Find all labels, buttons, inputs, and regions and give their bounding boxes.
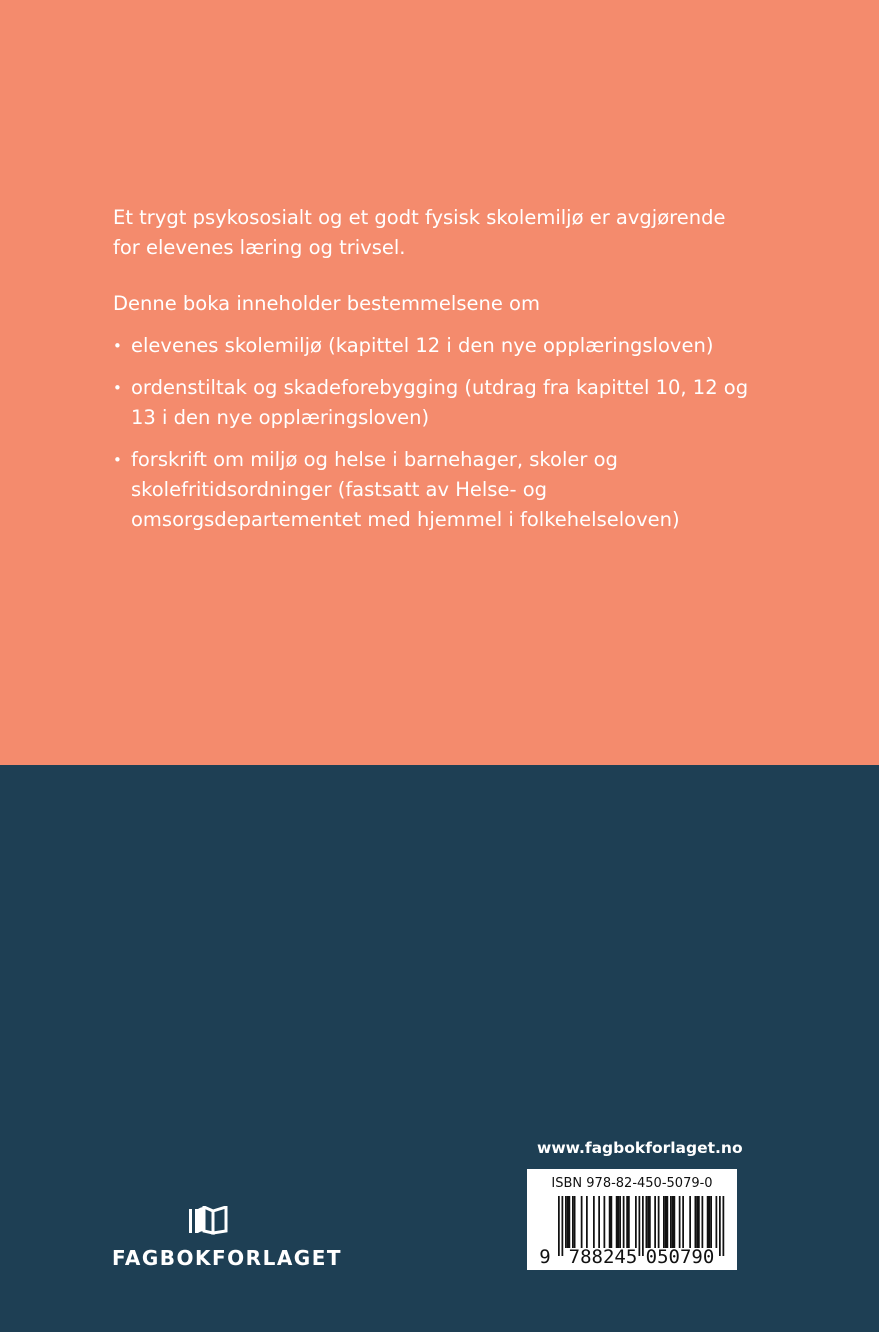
barcode-left-digits: 788245 — [568, 1246, 638, 1268]
barcode-bar — [682, 1196, 684, 1248]
barcode-guard-bar — [558, 1196, 560, 1256]
blurb — [113, 203, 753, 547]
barcode-bar — [626, 1196, 628, 1248]
barcode-graphic — [527, 1169, 737, 1270]
barcode-bar — [635, 1196, 637, 1248]
barcode-bar — [604, 1196, 606, 1248]
blurb-list-intro: Denne boka inneholder bestemmelsene om — [113, 292, 540, 315]
barcode-bar — [609, 1196, 611, 1248]
barcode-bar — [623, 1196, 625, 1248]
barcode-bar — [647, 1196, 649, 1248]
barcode-bar — [628, 1196, 630, 1248]
barcode-bar — [572, 1196, 574, 1248]
barcode-bar — [679, 1196, 681, 1248]
barcode-guard-bar — [723, 1196, 725, 1256]
barcode-guard-bar — [719, 1196, 721, 1256]
list-item: • elevenes skolemiljø (kapittel 12 i den nye opplæringsloven) — [113, 331, 753, 361]
barcode-bar — [619, 1196, 621, 1248]
barcode-bar — [689, 1196, 691, 1248]
barcode-bar — [707, 1196, 709, 1248]
barcode-guard-bar — [642, 1196, 644, 1256]
open-book-icon — [188, 1206, 230, 1236]
barcode-bar — [569, 1196, 571, 1248]
barcode-bar — [665, 1196, 667, 1248]
barcode-first-digit: 9 — [539, 1246, 551, 1268]
barcode-guard-bar — [639, 1196, 641, 1256]
barcode-bar — [696, 1196, 698, 1248]
barcode-bar — [646, 1196, 648, 1248]
barcode-bar — [654, 1196, 656, 1248]
barcode-right-digits: 050790 — [645, 1246, 715, 1268]
barcode-bar — [663, 1196, 665, 1248]
list-item: • forskrift om miljø og helse i barnehager, skoler og skolefritidsordninger (fastsatt av Helse- og omsorgsdepartementet med hjemmel i folkehelseloven) — [113, 445, 753, 535]
barcode-bar — [674, 1196, 676, 1248]
barcode-bar — [567, 1196, 569, 1248]
publisher-website: www.fagbokforlaget.no — [537, 1139, 743, 1157]
barcode-bar — [702, 1196, 704, 1248]
barcode-bar — [598, 1196, 600, 1248]
barcode-bar — [649, 1196, 651, 1248]
barcode-bar — [616, 1196, 618, 1248]
barcode-bar — [667, 1196, 669, 1248]
barcode-bar — [565, 1196, 567, 1248]
barcode-bar — [574, 1196, 576, 1248]
barcode-bar — [586, 1196, 588, 1248]
barcode-bar — [716, 1196, 718, 1248]
barcode-guard-bar — [562, 1196, 564, 1256]
barcode-bar — [670, 1196, 672, 1248]
barcode-bar — [698, 1196, 700, 1248]
barcode-bar — [709, 1196, 711, 1248]
list-item: • ordenstiltak og skadeforebygging (utdrag fra kapittel 10, 12 og 13 i den nye opplæringsloven) — [113, 373, 753, 433]
barcode-bar — [695, 1196, 697, 1248]
blurb-list — [113, 331, 753, 535]
barcode-bar — [618, 1196, 620, 1248]
barcode-bar — [658, 1196, 660, 1248]
barcode-bar — [593, 1196, 595, 1248]
isbn-barcode — [527, 1169, 737, 1270]
publisher-name: FAGBOKFORLAGET — [112, 1246, 343, 1270]
isbn-label: ISBN 978-82-450-5079-0 — [551, 1176, 713, 1191]
barcode-bar — [710, 1196, 712, 1248]
barcode-bar — [581, 1196, 583, 1248]
barcode-bar — [611, 1196, 613, 1248]
blurb-intro: Et trygt psykososialt og et godt fysisk skolemiljø er avgjørende for elevenes læring og trivsel. — [113, 206, 726, 259]
barcode-bar — [672, 1196, 674, 1248]
